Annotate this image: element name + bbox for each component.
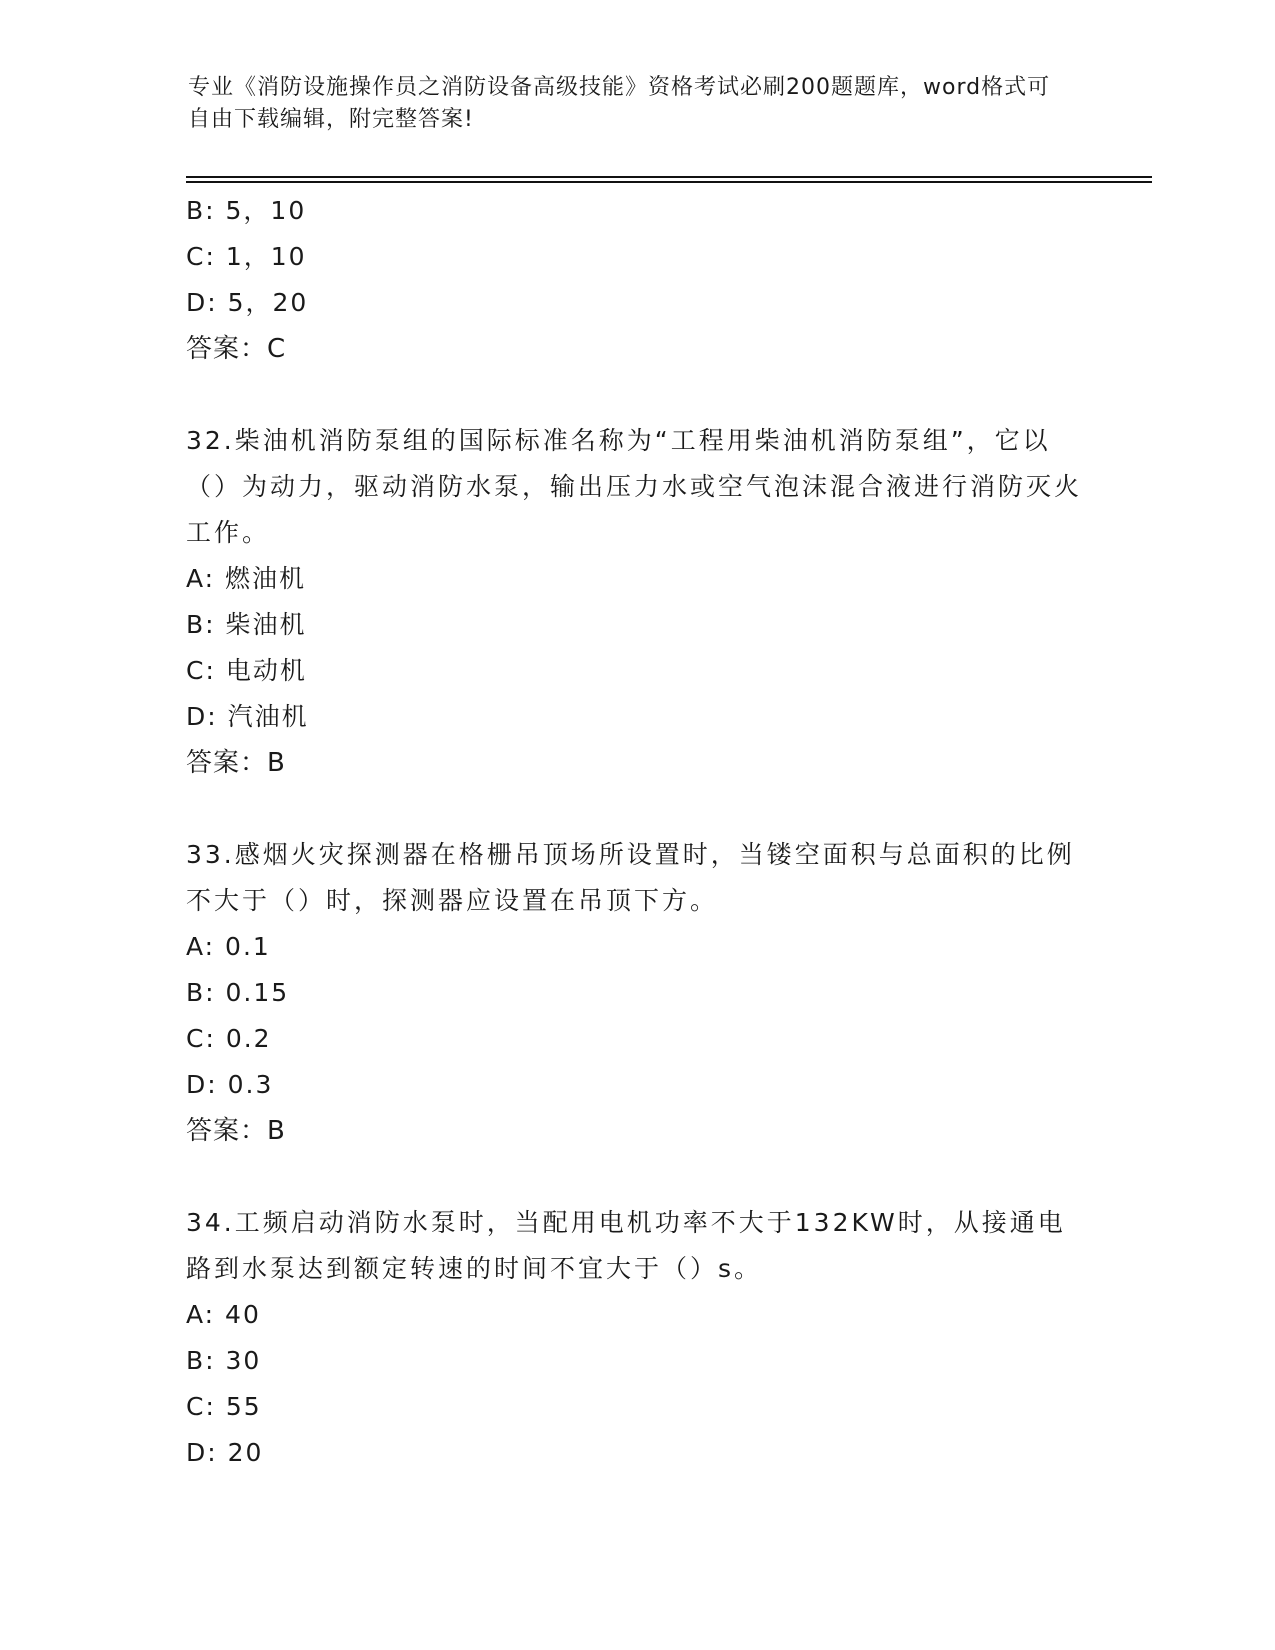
question-34 (186, 1200, 1086, 1476)
answer-line: 答案：B (186, 748, 286, 778)
answer-line: 答案：B (186, 1116, 286, 1146)
question-33 (186, 832, 1086, 1154)
option-c: C: 0.2 (186, 1024, 272, 1053)
option-c: C: 55 (186, 1392, 262, 1421)
header-divider-bottom (186, 181, 1152, 183)
option-d: D: 5，20 (186, 288, 309, 317)
option-b: B: 柴油机 (186, 610, 307, 639)
spacer (186, 786, 1086, 832)
spacer (186, 372, 1086, 418)
option-a: A: 0.1 (186, 932, 271, 961)
header-divider-top (186, 176, 1152, 178)
option-d: D: 20 (186, 1438, 264, 1467)
option-c: C: 1，10 (186, 242, 307, 271)
answer-line: 答案：C (186, 334, 287, 364)
document-header: 专业《消防设施操作员之消防设备高级技能》资格考试必刷200题题库，word格式可自由下载编辑，附完整答案! (188, 75, 1051, 132)
question-text: 33.感烟火灾探测器在格栅吊顶场所设置时，当镂空面积与总面积的比例不大于（）时，探测器应设置在吊顶下方。 (186, 840, 1075, 915)
option-b: B: 30 (186, 1346, 262, 1375)
option-a: A: 40 (186, 1300, 261, 1329)
option-b: B: 5，10 (186, 196, 307, 225)
spacer (186, 1154, 1086, 1200)
question-text: 32.柴油机消防泵组的国际标准名称为“工程用柴油机消防泵组”，它以（）为动力，驱动消防水泵，输出压力水或空气泡沫混合液进行消防灭火工作。 (186, 426, 1083, 547)
option-b: B: 0.15 (186, 978, 290, 1007)
question-31-continuation (186, 188, 1086, 372)
option-d: D: 汽油机 (186, 702, 309, 731)
option-c: C: 电动机 (186, 656, 307, 685)
option-a: A: 燃油机 (186, 564, 307, 593)
question-text: 34.工频启动消防水泵时，当配用电机功率不大于132KW时，从接通电路到水泵达到额定转速的时间不宜大于（）s。 (186, 1208, 1066, 1283)
option-d: D: 0.3 (186, 1070, 274, 1099)
document-content (186, 188, 1086, 1476)
question-32 (186, 418, 1086, 786)
